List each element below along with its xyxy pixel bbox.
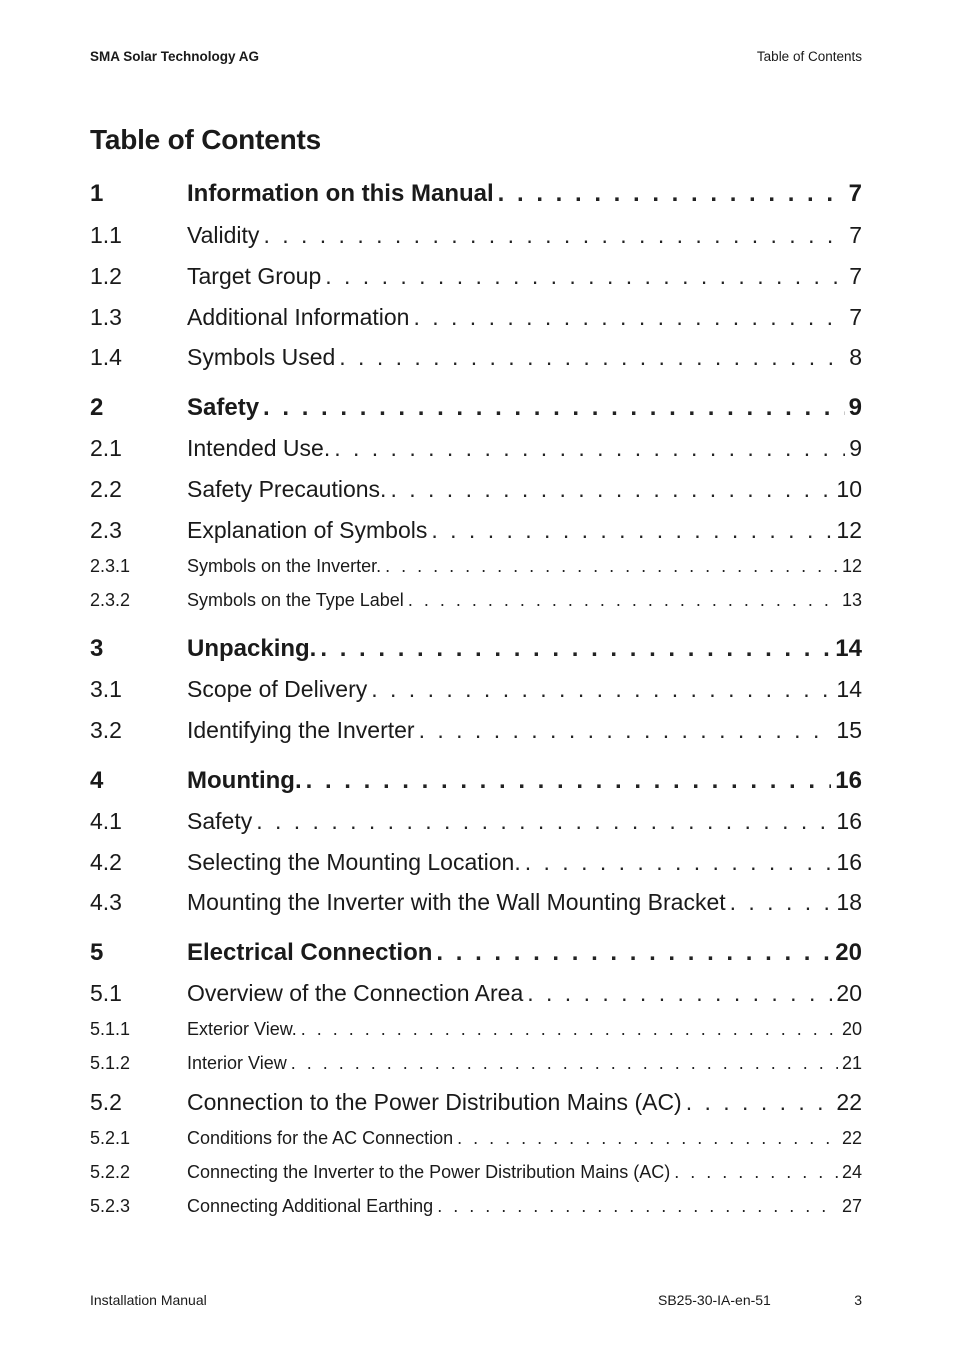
toc-leader-dots <box>263 394 845 422</box>
toc-entry-number: 2.1 <box>90 435 122 461</box>
toc-leader-dots <box>527 980 832 1007</box>
toc-entry-number: 2.3.1 <box>90 556 131 576</box>
toc-leader-dots <box>325 263 845 290</box>
toc-leader-dots <box>525 849 833 876</box>
toc-entry-title: Additional Information <box>187 304 410 330</box>
toc-entry-title: Validity <box>187 222 260 248</box>
toc-entry-title: Unpacking. <box>187 635 317 662</box>
toc-entry-page: 18 <box>836 889 862 915</box>
toc-entry-title: Connecting the Inverter to the Power Distribution Mains (AC) <box>187 1162 671 1182</box>
toc-entry-title: Information on this Manual <box>187 180 494 207</box>
toc-entry-number: 1.1 <box>90 222 122 248</box>
toc-entry-page: 14 <box>835 635 862 662</box>
toc-entry-title: Explanation of Symbols <box>187 517 428 543</box>
toc-entry-number: 2.3.2 <box>90 590 131 610</box>
toc-leader-dots <box>408 590 838 611</box>
toc-entry-page: 16 <box>835 767 862 794</box>
toc-entry[interactable] <box>90 717 862 744</box>
toc-entry-page: 10 <box>836 476 862 502</box>
toc-leader-dots <box>256 808 832 835</box>
toc-entry-number: 5.1 <box>90 980 122 1006</box>
toc-leader-dots <box>371 676 832 703</box>
toc-entry-page: 13 <box>841 590 862 610</box>
toc-entry[interactable] <box>90 849 862 876</box>
toc-entry-number: 2.3 <box>90 517 122 543</box>
toc-entry-number: 1.3 <box>90 304 122 330</box>
toc-entry-title: Overview of the Connection Area <box>187 980 524 1006</box>
toc-entry-page: 12 <box>841 556 862 576</box>
toc-leader-dots <box>730 889 833 916</box>
toc-entry-number: 1 <box>90 180 104 207</box>
toc-entry[interactable] <box>90 939 862 967</box>
toc-leader-dots <box>419 717 833 744</box>
toc-entry-page: 7 <box>849 263 862 289</box>
toc-entry-title: Identifying the Inverter <box>187 717 415 743</box>
toc-entry-title: Scope of Delivery <box>187 676 368 702</box>
toc-entry-number: 5.2.2 <box>90 1162 131 1182</box>
footer-page-number: 3 <box>854 1292 862 1308</box>
toc-entry-number: 5.1.1 <box>90 1019 131 1039</box>
toc-entry-page: 8 <box>849 344 862 370</box>
toc-entry-number: 2.2 <box>90 476 122 502</box>
toc-leader-dots <box>498 180 845 208</box>
toc-entry[interactable] <box>90 1089 862 1116</box>
toc-entry-title: Target Group <box>187 263 322 289</box>
toc-entry-page: 22 <box>841 1128 862 1148</box>
toc-entry[interactable] <box>90 476 862 503</box>
toc-entry[interactable] <box>90 767 862 795</box>
toc-entry-title: Safety Precautions. <box>187 476 387 502</box>
toc-entry-number: 1.4 <box>90 344 122 370</box>
toc-entry-page: 20 <box>841 1019 862 1039</box>
toc-entry[interactable] <box>90 889 862 916</box>
toc-entry[interactable] <box>90 1053 862 1074</box>
toc-entry-page: 16 <box>836 808 862 834</box>
toc-entry-number: 4.3 <box>90 889 122 915</box>
toc-entry[interactable] <box>90 222 862 249</box>
toc-leader-dots <box>334 435 845 462</box>
toc-entry-page: 27 <box>841 1196 862 1216</box>
toc-entry[interactable] <box>90 304 862 331</box>
toc-entry-page: 7 <box>848 180 862 207</box>
toc-leader-dots <box>457 1128 838 1149</box>
toc-entry-number: 5.2.1 <box>90 1128 131 1148</box>
toc-entry[interactable] <box>90 344 862 371</box>
toc-entry-title: Symbols Used <box>187 344 336 370</box>
toc-entry-page: 20 <box>835 939 862 966</box>
toc-entry-page: 20 <box>836 980 862 1006</box>
toc-entry-page: 22 <box>836 1089 862 1115</box>
page-title: Table of Contents <box>90 124 321 155</box>
toc-leader-dots <box>686 1089 833 1116</box>
toc-entry[interactable] <box>90 1128 862 1149</box>
toc-entry-number: 1.2 <box>90 263 122 289</box>
header-company: SMA Solar Technology AG <box>90 49 260 64</box>
toc-entry-number: 4.1 <box>90 808 122 834</box>
toc-entry-page: 21 <box>841 1053 862 1073</box>
header-section: Table of Contents <box>756 49 862 64</box>
toc-entry-title: Mounting. <box>187 767 302 794</box>
toc-entry[interactable] <box>90 517 862 544</box>
toc-entry-title: Mounting the Inverter with the Wall Mounting Bracket <box>187 889 726 915</box>
toc-entry-number: 4 <box>90 767 104 794</box>
toc-entry[interactable] <box>90 180 862 208</box>
toc-entry[interactable] <box>90 1196 862 1217</box>
toc-entry-title: Symbols on the Inverter. <box>187 556 382 576</box>
toc-entry-title: Connecting Additional Earthing <box>187 1196 434 1216</box>
toc-entry-title: Symbols on the Type Label <box>187 590 404 610</box>
toc-entry-page: 12 <box>836 517 862 543</box>
toc-leader-dots <box>385 556 838 577</box>
toc-entry[interactable] <box>90 676 862 703</box>
footer-doc-type: Installation Manual <box>90 1292 207 1308</box>
toc-leader-dots <box>390 476 832 503</box>
toc-entry-page: 16 <box>836 849 862 875</box>
toc-entry-title: Electrical Connection <box>187 939 433 966</box>
toc-entry[interactable] <box>90 556 862 577</box>
toc-entry-title: Safety <box>187 394 260 421</box>
toc-entry[interactable] <box>90 635 862 663</box>
footer-doc-code: SB25-30-IA-en-51 <box>658 1292 771 1308</box>
toc-entry-number: 4.2 <box>90 849 122 875</box>
toc-entry-page: 7 <box>849 304 862 330</box>
toc-entry-page: 24 <box>841 1162 862 1182</box>
toc-entry-title: Conditions for the AC Connection <box>187 1128 454 1148</box>
toc-entry-number: 5.1.2 <box>90 1053 131 1073</box>
toc-entry-title: Connection to the Power Distribution Mains (AC) <box>187 1089 682 1115</box>
toc-entry[interactable] <box>90 590 862 611</box>
toc-entry-number: 5.2 <box>90 1089 122 1115</box>
toc-entry-title: Selecting the Mounting Location. <box>187 849 521 875</box>
toc-leader-dots <box>436 939 831 967</box>
toc-entry-title: Safety <box>187 808 253 834</box>
toc-entry[interactable] <box>90 435 862 462</box>
toc-leader-dots <box>431 517 832 544</box>
toc-leader-dots <box>674 1162 838 1183</box>
toc-leader-dots <box>339 344 845 371</box>
toc-entry-number: 5.2.3 <box>90 1196 131 1216</box>
toc-leader-dots <box>301 1019 838 1040</box>
toc-entry-number: 3.2 <box>90 717 122 743</box>
toc-entry-number: 3 <box>90 635 104 662</box>
toc-entry[interactable] <box>90 1162 862 1183</box>
toc-entry-number: 5 <box>90 939 104 966</box>
toc-leader-dots <box>291 1053 838 1074</box>
toc-entry-title: Interior View <box>187 1053 287 1073</box>
toc-entry-page: 9 <box>849 435 862 461</box>
toc-entry-page: 9 <box>848 394 862 421</box>
toc-leader-dots <box>413 304 845 331</box>
toc-entry[interactable] <box>90 394 862 422</box>
toc-entry[interactable] <box>90 980 862 1007</box>
toc-entry[interactable] <box>90 263 862 290</box>
toc-entry-page: 15 <box>836 717 862 743</box>
toc-leader-dots <box>320 635 831 663</box>
toc-leader-dots <box>263 222 845 249</box>
toc-leader-dots <box>437 1196 838 1217</box>
toc-entry[interactable] <box>90 808 862 835</box>
toc-entry-page: 7 <box>849 222 862 248</box>
toc-entry-title: Intended Use. <box>187 435 331 461</box>
toc-entry[interactable] <box>90 1019 862 1040</box>
toc-entry-number: 2 <box>90 394 104 421</box>
toc-leader-dots <box>306 767 832 795</box>
toc-entry-title: Exterior View. <box>187 1019 297 1039</box>
toc-entry-number: 3.1 <box>90 676 122 702</box>
toc-entry-page: 14 <box>836 676 862 702</box>
